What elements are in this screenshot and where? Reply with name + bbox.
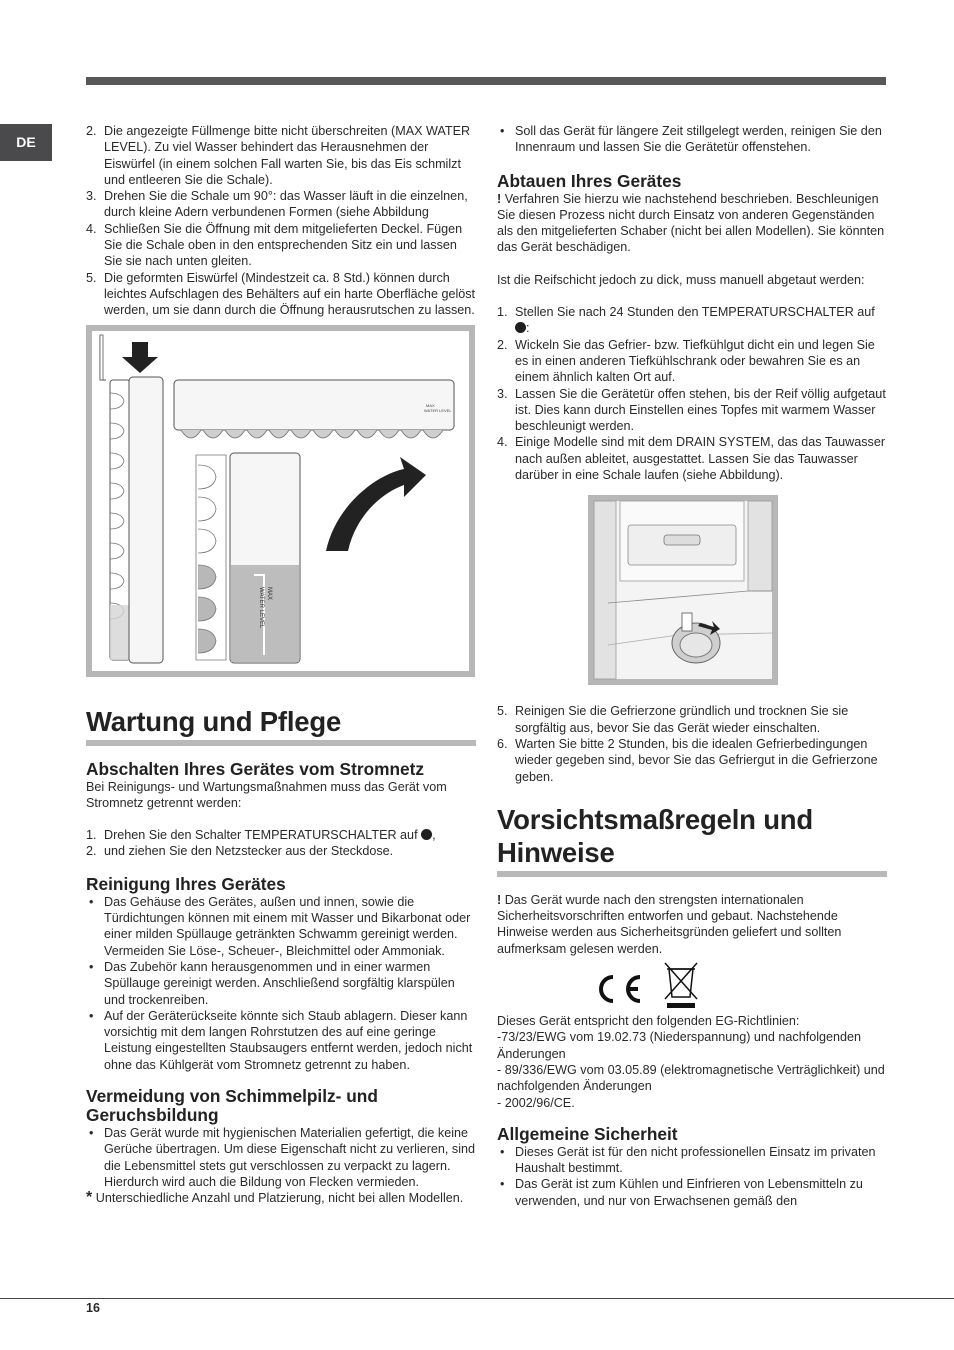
list-item: • Dieses Gerät ist für den nicht professionellen Einsatz im privaten Haushalt bestimmt. <box>497 1144 887 1177</box>
section-title-safety: Vorsichtsmaßregeln und Hinweise <box>497 803 887 877</box>
list-item: 2. Wickeln Sie das Gefrier- bzw. Tiefkühlgut dicht ein und legen Sie es in einen anderen Tiefkühlschrank oder bewahren Sie es an einem ähnlich kalten Ort auf. <box>497 337 875 385</box>
list-item: 6. Warten Sie bitte 2 Stunden, bis die idealen Gefrierbedingungen wieder gegeben sind, bevor Sie das Gefriergut in die Gefrierzone geben. <box>497 736 878 784</box>
directive-line: -73/23/EWG vom 19.02.73 (Niederspannung) und nachfolgenden Änderungen <box>497 1030 862 1061</box>
list-item: • Das Zubehör kann herausgenommen und in einer warmen Spüllauge gereinigt werden. Anschließend sorgfältig klarspülen und trockenreiben. <box>86 959 476 1008</box>
off-position-icon <box>421 829 432 840</box>
ice-tray-figure <box>86 325 475 677</box>
ice-tray-steps <box>86 123 476 319</box>
list-item: 1. Drehen Sie den Schalter TEMPERATURSCHALTER auf , <box>86 828 436 843</box>
list-item: 3. Lassen Sie die Gerätetür offen stehen, bis der Reif völlig aufgetaut ist. Dies kann durch Einstellen eines Topfes mit warmem Wasser beschleunigt werden. <box>497 386 886 434</box>
subheading-cleaning: Reinigung Ihres Gerätes <box>86 873 286 894</box>
language-tab: DE <box>0 124 52 161</box>
mould-bullets <box>86 1125 476 1190</box>
page-number: 16 <box>86 1301 100 1315</box>
list-item: 3. Drehen Sie die Schale um 90°: das Wasser läuft in die einzelnen, durch kleine Adern verbundenen Formen (siehe Abbildung <box>86 189 468 220</box>
list-item: • Das Gerät ist zum Kühlen und Einfrieren von Lebensmitteln zu verwenden, und nur von Erwachsenen gemäß den <box>497 1176 887 1209</box>
svg-text:MAX: MAX <box>266 586 272 600</box>
list-item: 5. Reinigen Sie die Gefrierzone gründlich und trocknen Sie sie sorgfältig aus, bevor Sie das Gerät wieder einschalten. <box>497 704 849 735</box>
svg-text:MAX: MAX <box>426 402 435 408</box>
off-position-icon <box>515 322 526 333</box>
unplug-steps <box>86 827 476 860</box>
storage-bullets <box>497 123 887 156</box>
top-rule <box>86 77 886 85</box>
right-column <box>497 123 887 1209</box>
footnote: * Unterschiedliche Anzahl und Platzierung, nicht bei allen Modellen. <box>86 1189 464 1207</box>
ce-weee-icon <box>585 957 715 1013</box>
footer-rule <box>0 1298 954 1299</box>
directive-line: - 89/336/EWG vom 03.05.89 (elektromagnetische Verträglichkeit) und nachfolgenden Änderungen <box>497 1062 885 1094</box>
defrost-steps <box>497 304 887 483</box>
defrost-warning: ! Verfahren Sie hierzu wie nachstehend beschrieben. Beschleunigen Sie diesen Prozess nicht durch Einsatz von anderen Gegenständen als den mitgelieferten Schaber (nicht bei allen Modellen). Sie könnten das Gerät beschädigen. <box>497 191 885 255</box>
left-column <box>86 123 476 1207</box>
general-safety-bullets <box>497 1144 887 1209</box>
safety-warning: ! Das Gerät wurde nach den strengsten internationalen Sicherheitsvorschriften entworfen und gebaut. Nachstehende Hinweise werden aus Sicherheitsgründen geliefert und sollten aufmerksam gelesen werden. <box>497 892 842 956</box>
svg-text:WATER LEVEL: WATER LEVEL <box>424 407 452 413</box>
drain-system-figure <box>588 495 778 685</box>
list-item: 2. Die angezeigte Füllmenge bitte nicht überschreiten (MAX WATER LEVEL). Zu viel Wasser behindert das Herausnehmen der Eiswürfel (in einem solchen Fall warten Sie, bis das Eis schmilzt und entleeren Sie die Schale). <box>86 124 471 187</box>
subheading-defrost: Abtauen Ihres Gerätes <box>497 170 682 191</box>
ice-tray-illustration <box>86 325 475 677</box>
list-item: 4. Einige Modelle sind mit dem DRAIN SYSTEM, das das Tauwasser nach außen ableitet, ausgestattet. Lassen Sie das Tauwasser darüber in eine Schale laufen (siehe Abbildung). <box>497 435 886 483</box>
subheading-general-safety: Allgemeine Sicherheit <box>497 1123 678 1144</box>
list-item: • Auf der Geräterückseite könnte sich Staub ablagern. Dieser kann vorsichtig mit dem langen Rohrstutzen des auf eine geringe Leistung eingestellten Staubsaugers entfernt werden, jedoch nicht ohne das Kühlgerät vom Stromnetz getrennt zu haben. <box>86 1008 476 1073</box>
unplug-intro: Bei Reinigungs- und Wartungsmaßnahmen muss das Gerät vom Stromnetz getrennt werden: <box>86 779 447 810</box>
list-item: 4. Schließen Sie die Öffnung mit dem mitgelieferten Deckel. Fügen Sie die Schale oben in den entsprechenden Sitz ein und lassen Sie sie nach unten gleiten. <box>86 221 463 269</box>
drain-illustration <box>588 495 778 685</box>
defrost-steps-after <box>497 703 887 784</box>
list-item: 2. und ziehen Sie den Netzstecker aus der Steckdose. <box>86 844 394 859</box>
directive-line: Dieses Gerät entspricht den folgenden EG-Richtlinien: <box>497 1014 800 1029</box>
defrost-note: Ist die Reifschicht jedoch zu dick, muss manuell abgetaut werden: <box>497 272 865 287</box>
section-title-maintenance: Wartung und Pflege <box>86 705 476 746</box>
list-item: 5. Die geformten Eiswürfel (Mindestzeit ca. 8 Std.) können durch leichtes Aufschlagen des Behälters auf ein harte Oberfläche gelöst werden, um sie dann durch die Öffnung herausrutschen zu lassen. <box>86 270 476 318</box>
list-item: 1. Stellen Sie nach 24 Stunden den TEMPERATURSCHALTER auf : <box>497 305 875 336</box>
list-item: • Soll das Gerät für längere Zeit stillgelegt werden, reinigen Sie den Innenraum und lassen Sie die Gerätetür offenstehen. <box>497 123 887 156</box>
cleaning-bullets <box>86 894 476 1073</box>
svg-text:WATER LEVEL: WATER LEVEL <box>258 586 264 628</box>
list-item: • Das Gehäuse des Gerätes, außen und innen, sowie die Türdichtungen können mit einem mit Wasser und Bikarbonat oder einer milden Spüllauge getränkten Schwamm gereinigt werden. Vermeiden Sie Löse-, Scheuer-, Bleichmittel oder Ammoniak. <box>86 894 476 959</box>
subheading-unplug: Abschalten Ihres Gerätes vom Stromnetz <box>86 758 425 779</box>
directive-line: - 2002/96/CE. <box>497 1095 575 1110</box>
subheading-mould: Vermeidung von Schimmelpilz- und Geruchsbildung <box>86 1086 378 1126</box>
footnote-mark: * <box>86 1189 93 1207</box>
certification-logos <box>497 957 887 1013</box>
list-item: • Das Gerät wurde mit hygienischen Materialien gefertigt, die keine Gerüche übertragen. Um diese Eigenschaft nicht zu verlieren, sind die Lebensmittel stets gut verschlossen zu verpackt zu lagern. Hierdurch wird auch die Bildung von Flecken vermieden. <box>86 1125 476 1190</box>
